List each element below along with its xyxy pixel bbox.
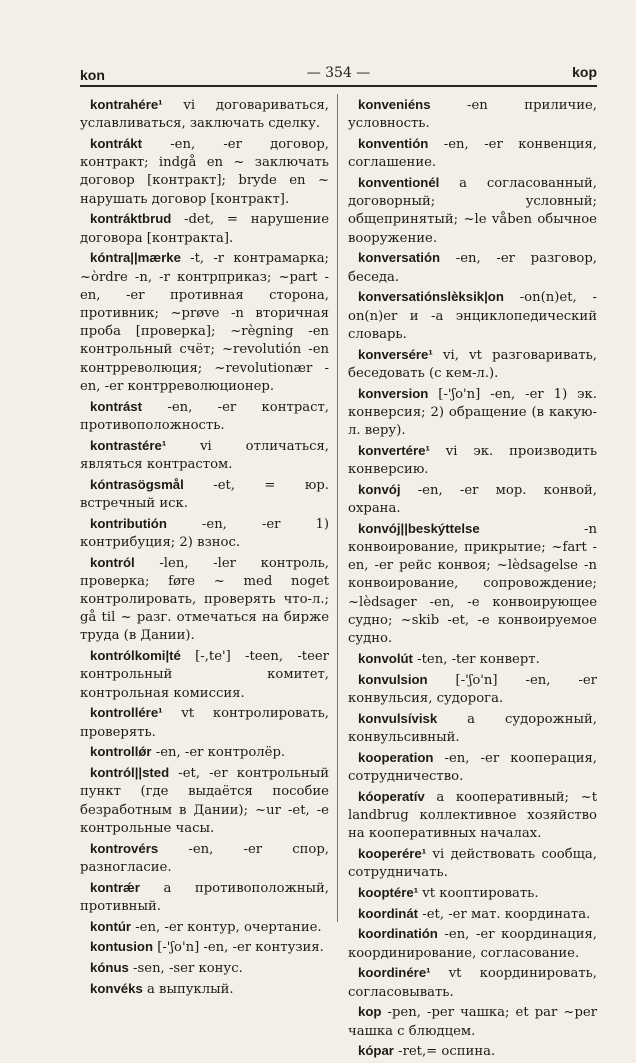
dictionary-entry bbox=[80, 879, 329, 916]
dictionary-entry bbox=[80, 743, 329, 762]
entry-headword: kontról bbox=[90, 554, 135, 570]
header-rule bbox=[80, 85, 597, 87]
entry-headword: kontrollére¹ bbox=[90, 705, 163, 721]
entry-headword: konversion bbox=[358, 385, 429, 401]
entry-headword: kooperére¹ bbox=[358, 845, 427, 861]
entry-headword: konvój||beskýttelse bbox=[358, 520, 480, 536]
entry-definition: a согласованный, договорный; условный; общепринятый; ~le våben обычное вооружение. bbox=[348, 176, 597, 246]
dictionary-entry bbox=[348, 288, 597, 344]
dictionary-entry bbox=[348, 135, 597, 172]
right-guide-word: kop bbox=[572, 64, 597, 80]
entry-headword: konvulsívisk bbox=[358, 710, 438, 726]
entry-headword: kontrást bbox=[90, 398, 143, 414]
entry-definition: -en, -er контраст, противоположность. bbox=[80, 399, 329, 433]
entry-definition: a судорожный, конвульсивный. bbox=[348, 711, 597, 745]
entry-definition: -et, -er контрольный пункт (где выдаётся пособие безработным в Дании); ~ur -et, -e контрольные часы. bbox=[80, 766, 329, 836]
dictionary-entry bbox=[348, 884, 597, 903]
entry-headword: konversatiónslèksik|on bbox=[358, 289, 504, 305]
entry-definition: -en, -er конвенция, соглашение. bbox=[348, 137, 597, 171]
entry-headword: koordinére¹ bbox=[358, 965, 431, 981]
entry-definition: -en приличие, условность. bbox=[348, 98, 597, 132]
entry-headword: konvulsion bbox=[358, 671, 428, 687]
dictionary-entry bbox=[80, 249, 329, 396]
dictionary-entry bbox=[348, 346, 597, 383]
entry-definition: -t, -r контрамарка; ~òrdre -n, -r контрприказ; ~part -en, -er противная сторона, противник; ~prøve -n вторичная проба [проверка]; ~règning -en контрольный счёт; ~revolutión -en контрреволюция; ~revolutionær -en, -er контрреволюционер. bbox=[80, 251, 329, 394]
entry-definition: -en, -er контур, очертание. bbox=[131, 919, 322, 935]
entry-definition: vt контролировать, проверять. bbox=[80, 706, 329, 740]
dictionary-entry bbox=[80, 210, 329, 247]
entry-definition: -ten, -ter конверт. bbox=[412, 651, 540, 667]
entry-headword: konversére¹ bbox=[358, 346, 433, 362]
entry-definition: [-'ʃo'n] -en, -er 1) эк. конверсия; 2) обращение (в какую-л. веру). bbox=[348, 386, 597, 439]
entry-definition: [-'ʃo'n] -en, -er контузия. bbox=[153, 940, 324, 956]
entry-definition: -et, -er мат. координата. bbox=[418, 906, 591, 922]
entry-headword: kontról||sted bbox=[90, 765, 170, 781]
entry-definition: -et, = юр. встречный иск. bbox=[80, 477, 329, 511]
dictionary-entry bbox=[80, 647, 329, 703]
entry-headword: koordinatión bbox=[358, 926, 438, 942]
entry-definition: [-,te'] -teen, -teer контрольный комитет, контрольная комиссия. bbox=[80, 649, 329, 701]
dictionary-entry bbox=[348, 710, 597, 747]
dictionary-entry bbox=[348, 520, 597, 648]
dictionary-entry bbox=[80, 398, 329, 435]
dictionary-entry bbox=[348, 385, 597, 441]
dictionary-entry bbox=[348, 96, 597, 133]
dictionary-entry bbox=[80, 554, 329, 646]
entry-definition: -en, -er разговор, беседа. bbox=[348, 251, 597, 285]
entry-definition: -en, -er 1) контрибуция; 2) взнос. bbox=[80, 516, 329, 550]
dictionary-entry bbox=[348, 442, 597, 479]
entry-headword: kóntra||mærke bbox=[90, 250, 181, 266]
entry-headword: kontráktbrud bbox=[90, 211, 172, 227]
entry-definition: vt координировать, согласовывать. bbox=[348, 966, 597, 1000]
entry-headword: kop bbox=[358, 1004, 382, 1020]
dictionary-entry bbox=[348, 749, 597, 786]
entry-definition: -en, -er спор, разногласие. bbox=[80, 841, 329, 875]
dictionary-entry bbox=[80, 704, 329, 741]
entry-headword: kontrólkomi|té bbox=[90, 648, 181, 664]
entry-headword: kontrovérs bbox=[90, 840, 159, 856]
entry-headword: kontrǽr bbox=[90, 879, 140, 895]
entry-headword: kontrahére¹ bbox=[90, 97, 163, 112]
dictionary-entry bbox=[80, 515, 329, 552]
dictionary-entry bbox=[348, 174, 597, 248]
dictionary-entry bbox=[348, 788, 597, 844]
entry-definition: -len, -ler контроль, проверка; føre ~ med noget контролировать, проверять что-л.; gå til ~ разг. отмечаться на бирже труда (в Дании). bbox=[80, 555, 329, 644]
entry-headword: kóoperatív bbox=[358, 788, 425, 804]
entry-definition: -det, = нарушение договора [контракта]. bbox=[80, 212, 329, 246]
entry-definition: -ret,= оспина. bbox=[393, 1044, 496, 1060]
dictionary-entry bbox=[348, 905, 597, 924]
entry-headword: kontributión bbox=[90, 515, 167, 531]
entry-definition: vi, vt разговаривать, беседовать (с кем-л.). bbox=[348, 347, 597, 381]
entry-definition: -en, -er мор. конвой, охрана. bbox=[348, 482, 597, 517]
entry-headword: kónus bbox=[90, 960, 129, 976]
entry-headword: konversatión bbox=[358, 250, 441, 266]
right-column bbox=[348, 96, 597, 1063]
entry-headword: kontusion bbox=[90, 939, 154, 955]
entry-headword: kontrastére¹ bbox=[90, 437, 167, 453]
dictionary-entry bbox=[80, 476, 329, 513]
entry-headword: kontrákt bbox=[90, 136, 143, 151]
dictionary-entry bbox=[80, 959, 329, 978]
entry-headword: kópar bbox=[358, 1043, 394, 1059]
dictionary-entry bbox=[348, 845, 597, 882]
dictionary-entry bbox=[348, 481, 597, 518]
entry-headword: konvéks bbox=[90, 981, 143, 997]
entry-definition: a кооперативный; ~t landbrug коллективное хозяйство на кооперативных началах. bbox=[348, 789, 597, 842]
dictionary-entry bbox=[80, 980, 329, 999]
entry-definition: vi отличаться, являться контрастом. bbox=[80, 438, 329, 472]
entry-headword: kóntrasögsmål bbox=[90, 476, 184, 492]
entry-definition: -en, -er кооперация, сотрудничество. bbox=[348, 750, 597, 784]
entry-definition: vi действовать сообща, сотрудничать. bbox=[348, 846, 597, 881]
dictionary-entry bbox=[348, 964, 597, 1001]
entry-headword: konvertére¹ bbox=[358, 442, 430, 458]
dictionary-entry bbox=[80, 135, 329, 209]
dictionary-entry bbox=[348, 1003, 597, 1040]
entry-headword: konventionél bbox=[358, 175, 440, 190]
dictionary-entry bbox=[80, 764, 329, 838]
entry-headword: konventión bbox=[358, 136, 429, 151]
entry-definition: -sen, -ser конус. bbox=[128, 961, 243, 977]
left-guide-word: kon bbox=[80, 67, 105, 83]
dictionary-entry bbox=[348, 650, 597, 669]
entry-headword: koordinát bbox=[358, 905, 419, 921]
entry-definition: -on(n)et, -on(n)er и -a энциклопедический словарь. bbox=[348, 290, 597, 342]
left-column bbox=[80, 96, 329, 1001]
dictionary-entry bbox=[80, 918, 329, 937]
entry-headword: konvój bbox=[358, 481, 401, 497]
page-number: — 354 — bbox=[306, 65, 371, 81]
dictionary-entry bbox=[80, 938, 329, 957]
entry-definition: -en, -er договор, контракт; indgå en ~ заключать договор [контракт]; bryde en ~ нарушать договор [контракт]. bbox=[80, 137, 329, 207]
entry-headword: kooptére¹ bbox=[358, 884, 419, 900]
dictionary-entry bbox=[80, 96, 329, 133]
entry-headword: kontrollǿr bbox=[90, 744, 152, 760]
entry-definition: vt кооптировать. bbox=[418, 885, 539, 901]
entry-headword: kooperation bbox=[358, 749, 434, 765]
entry-definition: -pen, -per чашка; et par ~per чашка с блюдцем. bbox=[348, 1005, 597, 1039]
dictionary-entry bbox=[80, 840, 329, 877]
dictionary-entry bbox=[348, 1042, 597, 1061]
entry-definition: -n конвоирование, прикрытие; ~fart -en, -er рейс конвоя; ~lèdsagelse -n конвоирование, сопровождение; ~lèdsager -en, -e конвоирующее судно; ~skib -et, -e конвоируемое судно. bbox=[348, 521, 597, 647]
entry-headword: konvolút bbox=[358, 650, 413, 666]
entry-headword: konveniéns bbox=[358, 97, 431, 112]
dictionary-entry bbox=[348, 249, 597, 286]
entry-definition: -en, -er координация, координирование, согласование. bbox=[348, 927, 597, 961]
dictionary-entry bbox=[348, 925, 597, 962]
page-header bbox=[80, 63, 597, 85]
entry-definition: vi договариваться, уславливаться, заключать сделку. bbox=[80, 98, 329, 132]
entry-definition: -en, -er контролёр. bbox=[151, 745, 286, 761]
dictionary-entry bbox=[348, 671, 597, 708]
entry-definition: vi эк. производить конверсию. bbox=[348, 443, 597, 478]
entry-definition: a противоположный, противный. bbox=[80, 880, 329, 914]
entry-definition: a выпуклый. bbox=[142, 982, 234, 998]
column-divider bbox=[337, 94, 338, 922]
entry-headword: kontúr bbox=[90, 918, 132, 934]
entry-definition: [-'ʃo'n] -en, -er конвульсия, судорога. bbox=[348, 672, 597, 706]
dictionary-entry bbox=[80, 437, 329, 474]
